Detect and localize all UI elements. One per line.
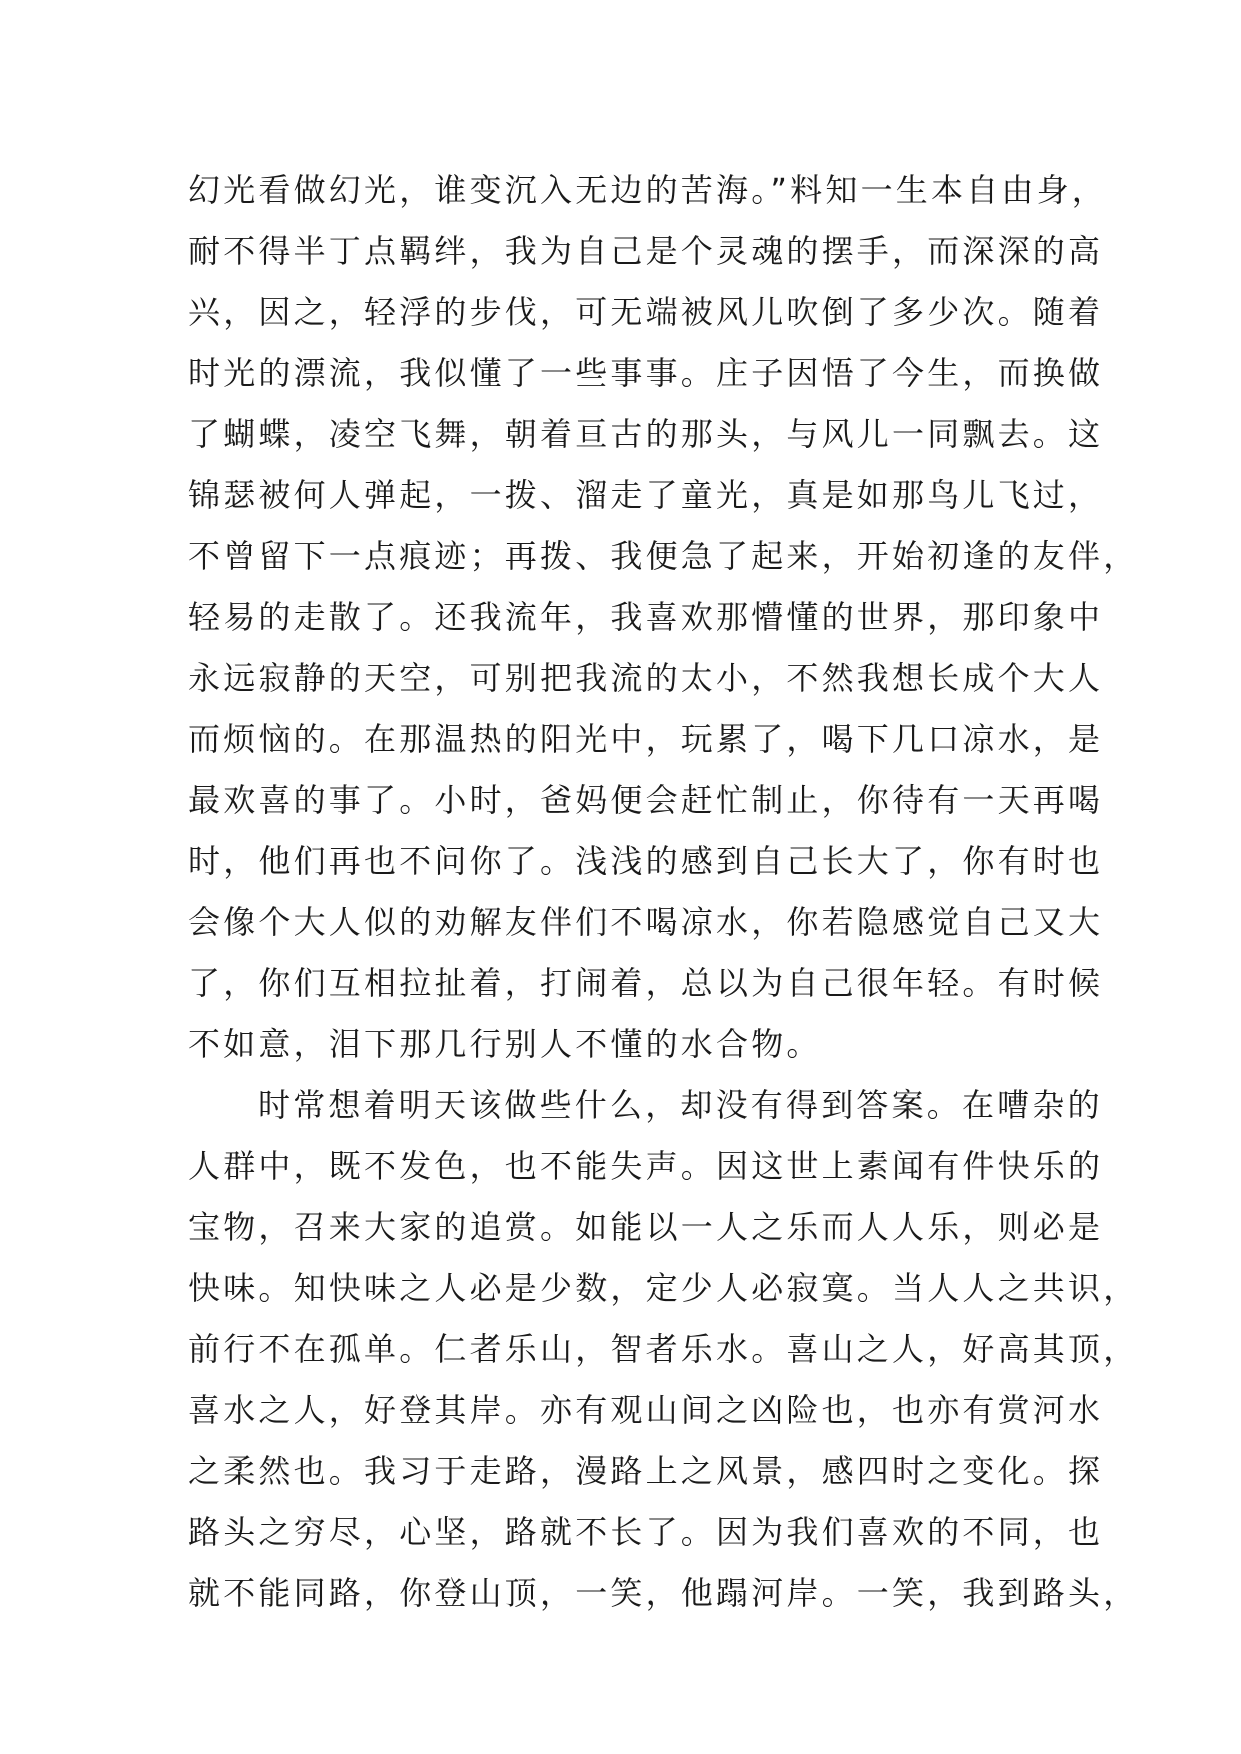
text-line: 最欢喜的事了。小时，爸妈便会赶忙制止，你待有一天再喝 (188, 781, 1104, 819)
text-line: 会像个大人似的劝解友伴们不喝凉水，你若隐感觉自己又大 (188, 903, 1104, 941)
text-line: 不如意，泪下那几行别人不懂的水合物。 (188, 1025, 822, 1063)
text-line: 不曾留下一点痕迹；再拨、我便急了起来，开始初逢的友伴， (188, 537, 1139, 575)
text-line: 喜水之人，好登其岸。亦有观山间之凶险也，也亦有赏河水 (188, 1391, 1104, 1429)
body-text (188, 160, 1139, 1624)
text-line: 人群中，既不发色，也不能失声。因这世上素闻有件快乐的 (188, 1147, 1104, 1185)
text-line: 兴，因之，轻浮的步伐，可无端被风儿吹倒了多少次。随着 (188, 293, 1104, 331)
text-line: 时，他们再也不问你了。浅浅的感到自己长大了，你有时也 (188, 842, 1104, 880)
text-line: 之柔然也。我习于走路，漫路上之风景，感四时之变化。探 (188, 1452, 1104, 1490)
text-line: 幻光看做幻光，谁变沉入无边的苦海。”料知一生本自由身， (188, 171, 1107, 209)
text-line: 快味。知快味之人必是少数，定少人必寂寞。当人人之共识， (188, 1269, 1139, 1307)
text-line: 耐不得半丁点羁绊，我为自己是个灵魂的摆手，而深深的高 (188, 232, 1104, 270)
text-line: 永远寂静的天空，可别把我流的太小，不然我想长成个大人 (188, 659, 1104, 697)
text-line: 宝物，召来大家的追赏。如能以一人之乐而人人乐，则必是 (188, 1208, 1104, 1246)
text-line: 轻易的走散了。还我流年，我喜欢那懵懂的世界，那印象中 (188, 598, 1104, 636)
text-line: 而烦恼的。在那温热的阳光中，玩累了，喝下几口凉水，是 (188, 720, 1104, 758)
text-line: 了蝴蝶，凌空飞舞，朝着亘古的那头，与风儿一同飘去。这 (188, 415, 1104, 453)
text-line: 了，你们互相拉扯着，打闹着，总以为自己很年轻。有时候 (188, 964, 1104, 1002)
text-line: 时光的漂流，我似懂了一些事事。庄子因悟了今生，而换做 (188, 354, 1104, 392)
text-line: 路头之穷尽，心坚，路就不长了。因为我们喜欢的不同，也 (188, 1513, 1104, 1551)
text-line: 前行不在孤单。仁者乐山，智者乐水。喜山之人，好高其顶， (188, 1330, 1139, 1368)
text-line: 就不能同路，你登山顶，一笑，他蹋河岸。一笑，我到路头， (188, 1574, 1139, 1612)
text-line: 锦瑟被何人弹起，一拨、溜走了童光，真是如那鸟儿飞过， (188, 476, 1104, 514)
paragraph-start-line: 时常想着明天该做些什么，却没有得到答案。在嘈杂的 (258, 1086, 1103, 1124)
